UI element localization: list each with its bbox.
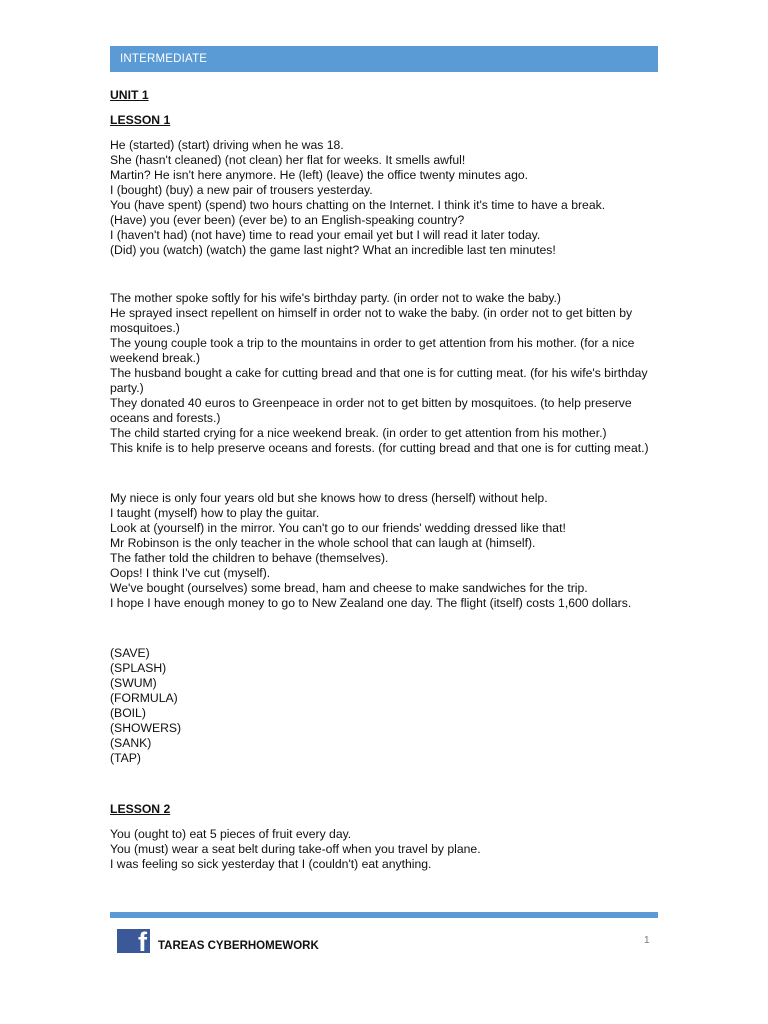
exercise-line: They donated 40 euros to Greenpeace in order not to get bitten by mosquitoes. (to help preserve oceans and forests.) <box>110 396 632 425</box>
exercise-line: Oops! I think I've cut (myself). <box>110 566 271 580</box>
lesson-title: LESSON 2 <box>110 802 171 816</box>
exercise-block <box>110 491 660 611</box>
exercise-line: Martin? He isn't here anymore. He (left) (leave) the office twenty minutes ago. <box>110 168 529 182</box>
exercise-line: I (bought) (buy) a new pair of trousers yesterday. <box>110 183 373 197</box>
exercise-block <box>110 827 660 872</box>
exercise-block <box>110 291 660 456</box>
exercise-line: I hope I have enough money to go to New Zealand one day. The flight (itself) costs 1,600 dollars. <box>110 596 632 610</box>
document-body <box>110 88 660 872</box>
exercise-line: My niece is only four years old but she knows how to dress (herself) without help. <box>110 491 548 505</box>
word-item: (SPLASH) <box>110 661 167 675</box>
word-item: (SHOWERS) <box>110 721 182 735</box>
exercise-line: The husband bought a cake for cutting bread and that one is for cutting meat. (for his wife's birthday party.) <box>110 366 648 395</box>
exercise-line: The mother spoke softly for his wife's birthday party. (in order not to wake the baby.) <box>110 291 561 305</box>
word-list <box>110 646 660 766</box>
exercise-line: The child started crying for a nice weekend break. (in order to get attention from his mother.) <box>110 426 607 440</box>
exercise-line: He sprayed insect repellent on himself in order not to wake the baby. (in order not to get bitten by mosquitoes.) <box>110 306 633 335</box>
exercise-block <box>110 138 660 258</box>
word-item: (SANK) <box>110 736 152 750</box>
level-label: INTERMEDIATE <box>120 53 208 65</box>
facebook-f-glyph: f <box>138 927 147 957</box>
exercise-line: The young couple took a trip to the mountains in order to get attention from his mother. (for a nice weekend break.) <box>110 336 635 365</box>
exercise-line: You (ought to) eat 5 pieces of fruit every day. <box>110 827 352 841</box>
facebook-icon[interactable] <box>117 927 150 957</box>
exercise-line: You (have spent) (spend) two hours chatting on the Internet. I think it's time to have a break. <box>110 198 606 212</box>
exercise-line: (Have) you (ever been) (ever be) to an English-speaking country? <box>110 213 465 227</box>
exercise-line: This knife is to help preserve oceans and forests. (for cutting bread and that one is for cutting meat.) <box>110 441 649 455</box>
header-bar <box>110 46 658 72</box>
footer-divider <box>110 912 658 918</box>
footer-label: TAREAS CYBERHOMEWORK <box>158 940 319 952</box>
exercise-line: I taught (myself) how to play the guitar. <box>110 506 320 520</box>
exercise-line: The father told the children to behave (themselves). <box>110 551 389 565</box>
word-item: (TAP) <box>110 751 141 765</box>
word-item: (SAVE) <box>110 646 150 660</box>
exercise-line: She (hasn't cleaned) (not clean) her flat for weeks. It smells awful! <box>110 153 466 167</box>
exercise-line: I (haven't had) (not have) time to read your email yet but I will read it later today. <box>110 228 541 242</box>
lesson-title: LESSON 1 <box>110 113 171 127</box>
word-item: (FORMULA) <box>110 691 178 705</box>
exercise-line: You (must) wear a seat belt during take-off when you travel by plane. <box>110 842 481 856</box>
exercise-line: He (started) (start) driving when he was 18. <box>110 138 344 152</box>
page-number: 1 <box>644 935 650 946</box>
exercise-line: Look at (yourself) in the mirror. You can't go to our friends' wedding dressed like that! <box>110 521 566 535</box>
word-item: (BOIL) <box>110 706 146 720</box>
exercise-line: We've bought (ourselves) some bread, ham and cheese to make sandwiches for the trip. <box>110 581 588 595</box>
unit-title: UNIT 1 <box>110 88 149 102</box>
word-item: (SWUM) <box>110 676 157 690</box>
exercise-line: (Did) you (watch) (watch) the game last night? What an incredible last ten minutes! <box>110 243 556 257</box>
exercise-line: Mr Robinson is the only teacher in the whole school that can laugh at (himself). <box>110 536 536 550</box>
exercise-line: I was feeling so sick yesterday that I (couldn't) eat anything. <box>110 857 432 871</box>
